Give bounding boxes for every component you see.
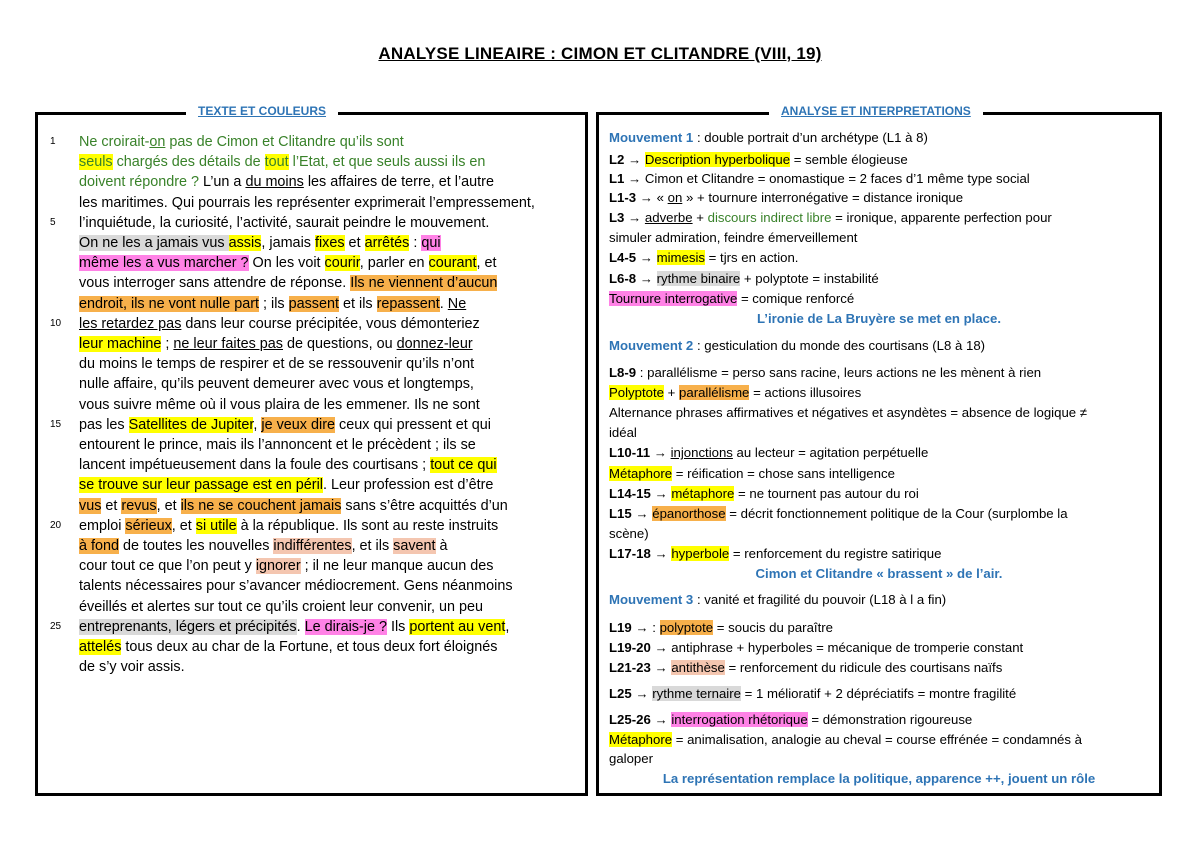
- text-segment: à fond: [79, 538, 120, 554]
- text-segment: →: [636, 250, 657, 265]
- line-text: [79, 395, 480, 415]
- line-text: [79, 233, 441, 253]
- text-segment: adverbe: [644, 210, 693, 225]
- text-segment: leur machine: [79, 336, 162, 352]
- text-segment: .: [296, 618, 305, 635]
- line-text: [79, 152, 485, 172]
- text-segment: tout ce qui: [430, 457, 497, 474]
- text-segment: → antiphrase + hyperboles = mécanique de tromperie constant: [650, 640, 1024, 655]
- text-segment: Polyptote: [609, 385, 664, 400]
- text-segment: interrogation rhétorique: [671, 712, 808, 727]
- text-segment: = 1 mélioratif + 2 dépréciatifs = montre fragilité: [740, 686, 1017, 701]
- text-segment: → :: [631, 620, 660, 635]
- text-segment: si utile: [195, 517, 237, 534]
- text-segment: indifférentes: [273, 538, 352, 554]
- text-segment: et: [101, 497, 122, 514]
- text-segment: , et ils: [351, 538, 394, 554]
- analysis-line: [609, 618, 833, 637]
- text-segment: ,: [505, 618, 510, 635]
- text-segment: L8-9: [609, 365, 637, 380]
- analysis-line: [609, 524, 649, 543]
- text-segment: mimesis: [656, 250, 705, 265]
- analysis-line: [609, 730, 1082, 749]
- analysis-line: [609, 710, 972, 729]
- text-segment: tout: [264, 154, 289, 171]
- text-segment: → «: [636, 190, 668, 205]
- text-segment: Ne: [447, 295, 467, 312]
- text-segment: Cimon et Clitandre « brassent » de l’air.: [755, 566, 1003, 581]
- text-segment: on: [149, 134, 166, 150]
- analysis-line: [609, 248, 798, 267]
- text-segment: = semble élogieuse: [790, 152, 908, 167]
- conclusion-line: [599, 309, 1159, 328]
- analysis-line: [609, 464, 895, 483]
- text-segment: cour tout ce que l’on peut y: [79, 558, 256, 575]
- text-segment: de toutes les nouvelles: [119, 538, 274, 554]
- text-segment: L10-11: [609, 445, 651, 460]
- text-segment: , jamais: [261, 235, 315, 251]
- text-segment: on: [667, 190, 683, 205]
- conclusion-line: [599, 769, 1159, 788]
- analysis-line: [609, 383, 861, 402]
- text-segment: L6-8: [609, 271, 637, 286]
- line-text: [79, 475, 493, 495]
- text-segment: chargés des détails de: [112, 154, 265, 171]
- analysis-line: [609, 638, 1023, 657]
- text-segment: . Leur profession est d’être: [322, 477, 494, 494]
- text-segment: courir: [324, 255, 360, 272]
- text-segment: nulle affaire, qu’ils peuvent demeurer avec vous et longtemps,: [79, 376, 474, 393]
- text-segment: L’ironie de La Bruyère se met en place.: [756, 311, 1002, 326]
- text-segment: Tournure interrogative: [609, 291, 738, 306]
- text-segment: +: [692, 210, 708, 225]
- text-segment: Ne croirait-: [79, 134, 150, 150]
- text-segment: rythme binaire: [656, 271, 741, 286]
- text-segment: passent: [288, 295, 339, 312]
- analysis-line: [609, 590, 946, 609]
- text-segment: ,: [253, 416, 262, 433]
- analysis-line: [609, 208, 1052, 227]
- text-segment: L2: [609, 152, 625, 167]
- text-segment: hyperbole: [671, 546, 730, 561]
- text-segment: , parler en: [359, 255, 429, 272]
- text-segment: les retardez pas: [79, 315, 182, 332]
- text-segment: = animalisation, analogie au cheval = course effrénée = condamnés à: [672, 732, 1082, 747]
- analysis-line: [609, 403, 1087, 422]
- text-segment: L17-18: [609, 546, 651, 561]
- analysis-line: [609, 228, 857, 247]
- text-segment: fixes: [314, 235, 345, 251]
- line-text: [79, 617, 509, 637]
- analysis-line: [609, 684, 1016, 703]
- text-segment: ; ils: [259, 295, 289, 312]
- text-segment: Mouvement 2: [609, 338, 694, 353]
- text-segment: L25-26: [609, 712, 651, 727]
- text-segment: L1-3: [609, 190, 637, 205]
- text-segment: ; il ne leur manque aucun des: [300, 558, 494, 575]
- text-segment: +: [664, 385, 680, 400]
- analysis-line: [609, 484, 919, 503]
- text-segment: Ils: [386, 618, 410, 635]
- text-segment: polyptote: [659, 620, 714, 635]
- text-segment: de s’y voir assis.: [79, 659, 185, 676]
- text-segment: ;: [161, 336, 174, 352]
- text-segment: →: [650, 546, 672, 561]
- text-segment: rythme ternaire: [652, 686, 741, 701]
- text-segment: à: [435, 538, 448, 554]
- text-segment: vous interroger sans attendre de réponse.: [79, 275, 351, 292]
- text-segment: L19: [609, 620, 632, 635]
- line-text: [79, 496, 508, 516]
- line-text: [79, 637, 497, 657]
- text-segment: seuls: [79, 154, 113, 171]
- text-segment: du moins: [245, 174, 304, 191]
- text-segment: assis: [228, 235, 262, 251]
- text-segment: Ils ne viennent d’aucun: [350, 275, 498, 292]
- text-segment: Métaphore: [609, 732, 673, 747]
- text-segment: = renforcement du registre satirique: [729, 546, 942, 561]
- text-segment: = renforcement du ridicule des courtisans naïfs: [724, 660, 1003, 675]
- analysis-panel: [596, 104, 1162, 796]
- analysis-line: [609, 423, 637, 442]
- line-text: [79, 536, 448, 556]
- text-segment: →: [650, 712, 672, 727]
- analysis-line: [609, 269, 879, 288]
- text-segment: , et: [156, 497, 181, 514]
- analysis-line: [609, 443, 928, 462]
- line-text: [79, 597, 483, 617]
- text-segment: Mouvement 1: [609, 130, 694, 145]
- text-segment: à la république. Ils sont au reste instruits: [236, 517, 499, 534]
- text-segment: : vanité et fragilité du pouvoir (L18 à l a fin): [693, 592, 947, 607]
- text-segment: → Cimon et Clitandre = onomastique = 2 faces d’1 même type social: [624, 171, 1030, 186]
- text-segment: arrêtés: [364, 235, 410, 251]
- text-segment: →: [624, 210, 645, 225]
- text-segment: On ne les a jamais vus: [79, 235, 229, 251]
- text-segment: L21-23: [609, 660, 651, 675]
- text-segment: = réification = chose sans intelligence: [672, 466, 895, 481]
- text-segment: = ironique, apparente perfection pour: [831, 210, 1052, 225]
- line-text: [79, 213, 489, 233]
- analysis-line: [609, 658, 1002, 677]
- text-segment: Mouvement 3: [609, 592, 694, 607]
- line-text: [79, 516, 498, 536]
- text-segment: talents nécessaires pour s’avancer médiocrement. Gens néanmoins: [79, 578, 513, 595]
- line-text: [79, 294, 466, 314]
- text-segment: L19-20: [609, 640, 651, 655]
- text-segment: L15: [609, 506, 632, 521]
- text-segment: entourent le prince, mais ils l’annoncent et le précèdent ; ils se: [79, 437, 476, 453]
- text-segment: pas les: [79, 416, 129, 433]
- text-segment: = actions illusoires: [749, 385, 862, 400]
- text-segment: simuler admiration, feindre émerveillement: [609, 230, 858, 245]
- text-segment: = tjrs en action.: [705, 250, 799, 265]
- text-segment: sérieux: [125, 517, 172, 534]
- text-segment: →: [636, 271, 657, 286]
- text-segment: courant: [428, 255, 477, 272]
- text-segment: même les a vus marcher ?: [79, 255, 249, 272]
- text-segment: →: [650, 486, 672, 501]
- text-segment: galoper: [609, 751, 653, 766]
- text-segment: L1: [609, 171, 625, 186]
- text-segment: Satellites de Jupiter: [128, 416, 254, 433]
- text-segment: repassent: [376, 295, 440, 312]
- text-segment: : parallélisme = perso sans racine, leurs actions ne les mènent à rien: [636, 365, 1042, 380]
- text-segment: L14-15: [609, 486, 651, 501]
- text-segment: qui: [421, 235, 441, 251]
- text-segment: savent: [393, 538, 436, 554]
- text-segment: tous deux au char de la Fortune, et tous deux fort éloignés: [121, 639, 498, 655]
- text-segment: idéal: [609, 425, 637, 440]
- line-text: [79, 172, 494, 192]
- line-text: [79, 435, 476, 455]
- text-segment: et: [344, 235, 365, 251]
- line-text: [79, 576, 513, 596]
- text-segment: au lecteur = agitation perpétuelle: [732, 445, 929, 460]
- text-segment: →: [624, 152, 645, 167]
- text-segment: entreprenants, légers et précipités: [79, 618, 297, 635]
- text-segment: antithèse: [671, 660, 725, 675]
- line-number: 5: [50, 216, 56, 228]
- text-segment: L’un a: [203, 174, 246, 191]
- text-segment: l’inquiétude, la curiosité, l’activité, saurait peindre le mouvement.: [79, 214, 490, 231]
- line-text: [79, 314, 480, 334]
- analysis-line: [609, 169, 1030, 188]
- line-number: 15: [50, 418, 62, 430]
- text-segment: injonctions: [670, 445, 733, 460]
- text-segment: vus: [79, 497, 102, 514]
- analysis-line: [609, 363, 1041, 382]
- text-segment: →: [631, 686, 653, 701]
- line-text: [79, 132, 404, 152]
- text-segment: parallélisme: [679, 385, 750, 400]
- text-segment: , et: [476, 255, 497, 272]
- text-segment: sans s’être acquittés d’un: [341, 497, 508, 514]
- text-segment: →: [631, 506, 653, 521]
- line-text: [79, 415, 491, 435]
- text-segment: endroit, ils ne vont nulle part: [79, 295, 259, 312]
- text-segment: dans leur course précipitée, vous démonteriez: [181, 315, 480, 332]
- page-title: ANALYSE LINEAIRE : CIMON ET CLITANDRE (VIII, 19): [378, 44, 822, 63]
- analysis-line: [609, 188, 963, 207]
- text-segment: = comique renforcé: [737, 291, 855, 306]
- line-number: 1: [50, 136, 56, 147]
- text-segment: , et: [171, 517, 196, 534]
- text-segment: les affaires de terre, et l’autre: [303, 174, 494, 191]
- analysis-line: [609, 749, 653, 768]
- text-segment: du moins le temps de respirer et de se ressouvenir qu’ils n’ont: [79, 356, 475, 373]
- text-segment: →: [650, 660, 672, 675]
- line-number: 10: [50, 317, 62, 329]
- text-segment: ils ne se couchent jamais: [180, 497, 342, 514]
- text-segment: attelés: [79, 639, 122, 655]
- text-segment: les maritimes. Qui pourrais les représenter exprimerait l’empressement,: [79, 194, 535, 211]
- text-segment: = soucis du paraître: [713, 620, 833, 635]
- text-segment: : gesticulation du monde des courtisans (L8 à 18): [693, 338, 986, 353]
- analysis-line: [609, 128, 928, 147]
- line-number: 25: [50, 620, 62, 632]
- text-segment: ceux qui pressent et qui: [335, 416, 491, 433]
- analysis-line: [609, 336, 985, 355]
- text-segment: .: [439, 295, 448, 312]
- line-text: [79, 374, 474, 394]
- text-panel-header: TEXTE ET COULEURS: [186, 104, 338, 118]
- text-segment: ne leur faites pas: [173, 336, 283, 352]
- text-segment: On les voit: [248, 255, 325, 272]
- line-text: [79, 273, 497, 293]
- analysis-line: [609, 289, 854, 308]
- text-segment: donnez-leur: [396, 336, 473, 352]
- line-text: [79, 354, 474, 374]
- analysis-line: [609, 150, 908, 169]
- text-panel: [35, 104, 588, 796]
- text-segment: + polyptote = instabilité: [740, 271, 879, 286]
- conclusion-line: [599, 564, 1159, 583]
- line-text: [79, 657, 185, 677]
- text-segment: : double portrait d’un archétype (L1 à 8): [693, 130, 928, 145]
- text-segment: ignorer: [255, 558, 301, 575]
- text-segment: Alternance phrases affirmatives et négatives et asyndètes = absence de logique ≠: [609, 405, 1088, 420]
- line-text: [79, 455, 497, 475]
- text-segment: vous suivre même où il vous plaira de les emmener. Ils ne sont: [79, 396, 480, 413]
- text-segment: lancent impétueusement dans la foule des courtisans ;: [79, 457, 431, 474]
- text-segment: Métaphore: [609, 466, 673, 481]
- line-text: [79, 556, 493, 576]
- text-segment: » + tournure interronégative = distance ironique: [682, 190, 964, 205]
- text-segment: Description hyperbolique: [644, 152, 791, 167]
- text-segment: se trouve sur leur passage est en péril: [79, 477, 323, 494]
- text-segment: pas de Cimon et Clitandre qu’ils sont: [165, 134, 404, 150]
- text-segment: revus: [121, 497, 157, 514]
- text-segment: discours indirect libre: [707, 210, 832, 225]
- line-text: [79, 193, 535, 213]
- text-segment: épanorthose: [652, 506, 726, 521]
- analysis-line: [609, 544, 941, 563]
- text-segment: éveillés et alertes sur tout ce qu’ils croient leur convenir, un peu: [79, 598, 483, 615]
- analysis-line: [609, 504, 1068, 523]
- analysis-panel-header: ANALYSE ET INTERPRETATIONS: [769, 104, 983, 118]
- text-segment: Le dirais-je ?: [304, 618, 387, 635]
- text-segment: →: [650, 445, 671, 460]
- text-segment: :: [409, 235, 422, 251]
- text-segment: scène): [609, 526, 649, 541]
- text-segment: métaphore: [671, 486, 735, 501]
- text-segment: = ne tournent pas autour du roi: [734, 486, 919, 501]
- line-text: [79, 334, 473, 354]
- text-segment: = décrit fonctionnement politique de la Cour (surplombe la: [725, 506, 1068, 521]
- text-segment: L4-5: [609, 250, 637, 265]
- line-number: 20: [50, 519, 62, 531]
- text-segment: de questions, ou: [283, 336, 397, 352]
- text-segment: L25: [609, 686, 632, 701]
- text-segment: = démonstration rigoureuse: [807, 712, 973, 727]
- text-segment: l’Etat, et que seuls aussi ils en: [288, 154, 486, 171]
- text-segment: doivent répondre ?: [79, 174, 204, 191]
- text-segment: portent au vent: [409, 618, 506, 635]
- text-segment: je veux dire: [261, 416, 335, 433]
- text-segment: L3: [609, 210, 625, 225]
- text-segment: emploi: [79, 517, 126, 534]
- text-segment: et ils: [339, 295, 377, 312]
- line-text: [79, 253, 497, 273]
- text-segment: La représentation remplace la politique, apparence ++, jouent un rôle: [662, 771, 1096, 786]
